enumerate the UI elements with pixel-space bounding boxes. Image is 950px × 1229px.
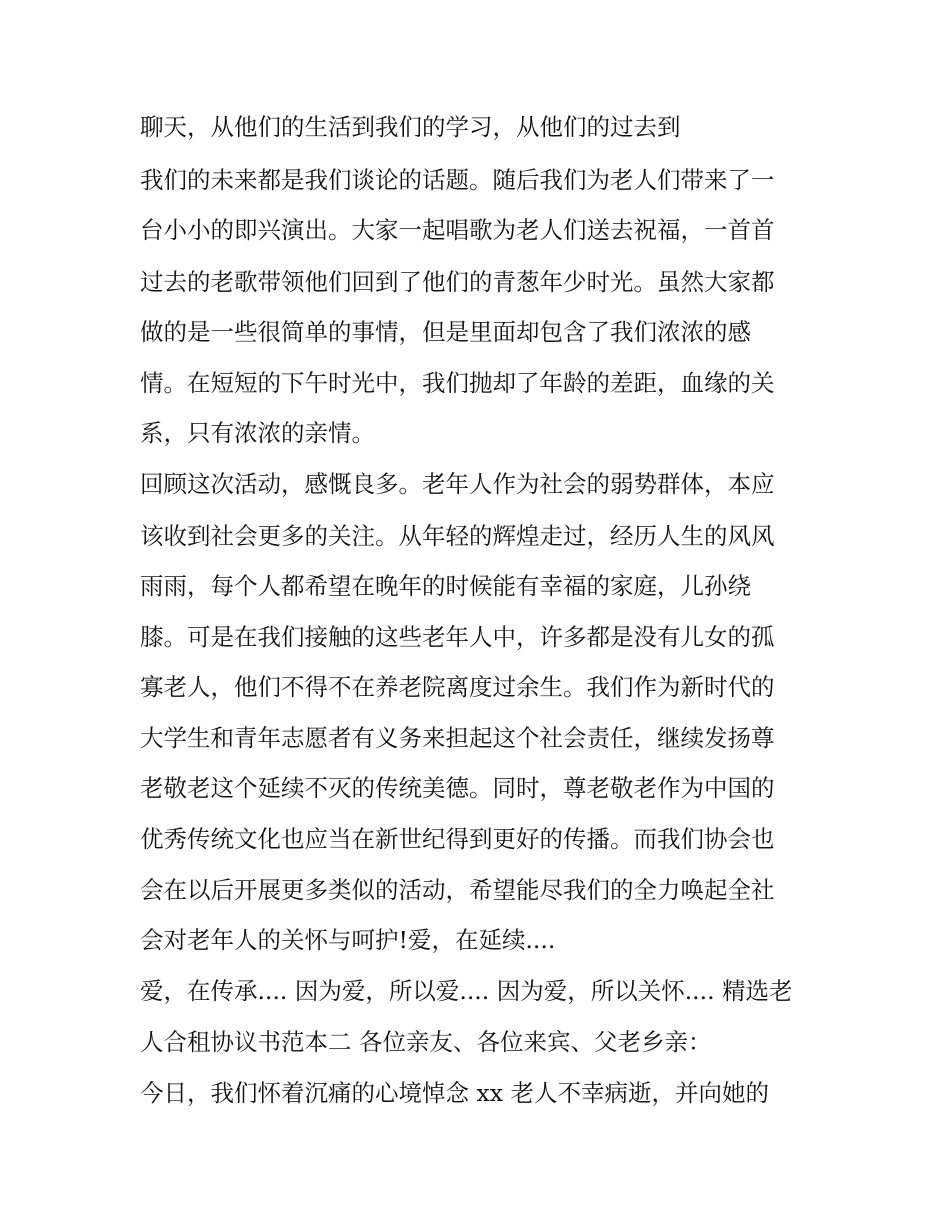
- text-line: 会在以后开展更多类似的活动，希望能尽我们的全力唤起全社: [140, 876, 775, 904]
- text-line: 大学生和青年志愿者有义务来担起这个社会责任，继续发扬尊: [140, 724, 775, 752]
- text-line: 雨雨，每个人都希望在晚年的时候能有幸福的家庭，儿孙绕: [140, 572, 751, 600]
- text-line: 今日，我们怀着沉痛的心境悼念 xx 老人不幸病逝，并向她的: [140, 1079, 769, 1107]
- text-line: 聊天，从他们的生活到我们的学习，从他们的过去到: [140, 113, 681, 141]
- text-line: 系，只有浓浓的亲情。: [140, 419, 375, 447]
- text-line: 过去的老歌带领他们回到了他们的青葱年少时光。虽然大家都: [140, 268, 775, 296]
- text-line: 人合租协议书范本二 各位亲友、各位来宾、父老乡亲：: [140, 1028, 712, 1056]
- text-line: 寡老人，他们不得不在养老院离度过余生。我们作为新时代的: [140, 673, 775, 701]
- text-line: 台小小的即兴演出。大家一起唱歌为老人们送去祝福，一首首: [140, 216, 775, 244]
- text-line: 老敬老这个延续不灭的传统美德。同时，尊老敬老作为中国的: [140, 774, 775, 802]
- text-line: 回顾这次活动，感慨良多。老年人作为社会的弱势群体，本应: [140, 470, 775, 498]
- text-line: 做的是一些很简单的事情，但是里面却包含了我们浓浓的感: [140, 318, 751, 346]
- text-line: 该收到社会更多的关注。从年轻的辉煌走过，经历人生的风风: [140, 522, 775, 550]
- text-line: 爱，在传承.... 因为爱，所以爱.... 因为爱，所以关怀.... 精选老: [140, 977, 793, 1005]
- text-line: 膝。可是在我们接触的这些老年人中，许多都是没有儿女的孤: [140, 623, 775, 651]
- text-line: 我们的未来都是我们谈论的话题。随后我们为老人们带来了一: [140, 166, 775, 194]
- text-line: 情。在短短的下午时光中，我们抛却了年龄的差距，血缘的关: [140, 369, 775, 397]
- text-line: 会对老年人的关怀与呵护!爱，在延续....: [140, 926, 556, 954]
- text-line: 优秀传统文化也应当在新世纪得到更好的传播。而我们协会也: [140, 825, 775, 853]
